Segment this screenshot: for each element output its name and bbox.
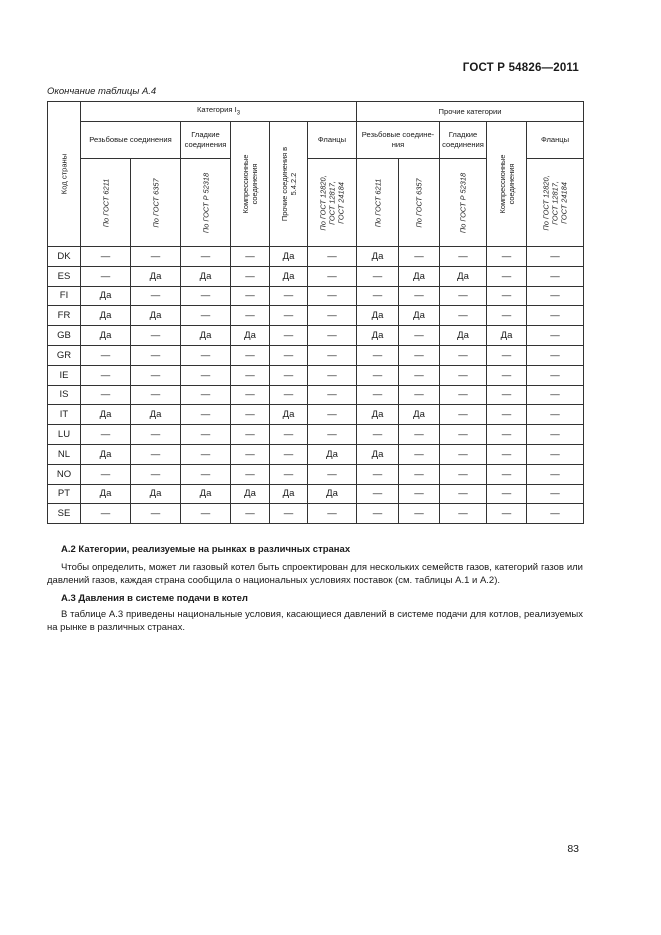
table-cell: — <box>440 425 487 445</box>
table-cell: Да <box>81 306 131 326</box>
table-cell: Да <box>131 306 181 326</box>
gost-6357-header: По ГОСТ 6357 <box>131 159 181 247</box>
table-cell: — <box>308 286 357 306</box>
table-cell: Да <box>357 306 399 326</box>
table-cell: — <box>131 385 181 405</box>
table-cell: — <box>527 365 584 385</box>
gost-r-52318-header: По ГОСТ Р 52318 <box>181 159 231 247</box>
table-cell: — <box>270 464 308 484</box>
table-cell: — <box>487 385 527 405</box>
table-cell: — <box>487 286 527 306</box>
table-cell: — <box>231 464 270 484</box>
table-cell: Да <box>270 247 308 267</box>
table-cell: — <box>308 385 357 405</box>
table-cell: — <box>181 464 231 484</box>
table-row <box>48 405 584 425</box>
table-cell: — <box>231 405 270 425</box>
country-code-cell: NL <box>48 444 81 464</box>
table-cell: — <box>81 425 131 445</box>
table-cell: — <box>270 425 308 445</box>
table-cell: — <box>487 464 527 484</box>
country-code-cell: NO <box>48 464 81 484</box>
table-cell: — <box>131 247 181 267</box>
threaded-header: Резьбовые соединения <box>81 122 181 159</box>
table-cell: — <box>487 425 527 445</box>
table-cell: Да <box>308 484 357 504</box>
table-cell: — <box>399 425 440 445</box>
country-code-cell: IE <box>48 365 81 385</box>
table-cell: — <box>270 306 308 326</box>
table-cell: — <box>440 385 487 405</box>
table-cell: — <box>399 385 440 405</box>
table-cell: — <box>81 247 131 267</box>
table-cell: — <box>181 385 231 405</box>
flanges-header: Фланцы <box>308 122 357 159</box>
table-cell: — <box>527 345 584 365</box>
table-cell: Да <box>81 484 131 504</box>
table-cell: — <box>357 345 399 365</box>
table-cell: Да <box>131 484 181 504</box>
table-cell: — <box>181 405 231 425</box>
table-cell: — <box>308 464 357 484</box>
table-cell: — <box>181 504 231 524</box>
table-cell: — <box>487 484 527 504</box>
table-cell: — <box>399 464 440 484</box>
section-a3-text: В таблице А.3 приведены национальные условия, касающиеся давлений в системе подачи для котлов, реализуемых на рынке в различных странах. <box>47 609 583 633</box>
table-cell: — <box>181 306 231 326</box>
table-cell: Да <box>181 484 231 504</box>
table-cell: — <box>308 405 357 425</box>
table-cell: — <box>81 464 131 484</box>
table-cell: — <box>357 266 399 286</box>
table-caption: Окончание таблицы А.4 <box>47 86 157 97</box>
table-cell: — <box>308 345 357 365</box>
table-cell: — <box>487 405 527 425</box>
table-cell: — <box>527 306 584 326</box>
table-cell: — <box>131 444 181 464</box>
table-cell: — <box>487 365 527 385</box>
table-cell: — <box>81 365 131 385</box>
table-cell: — <box>81 266 131 286</box>
table-cell: Да <box>270 405 308 425</box>
table-cell: — <box>231 444 270 464</box>
table-cell: Да <box>440 266 487 286</box>
table-cell: — <box>231 365 270 385</box>
country-code-cell: PT <box>48 484 81 504</box>
document-code: ГОСТ Р 54826—2011 <box>462 62 579 74</box>
table-cell: — <box>487 306 527 326</box>
table-cell: Да <box>357 326 399 346</box>
section-a2-text: Чтобы определить, может ли газовый котел быть спроектирован для нескольких семейств газов, категорий газов или давлений газов, каждая страна сообщила о национальных условиях поставок (см. таблицы А.1 и А.2). <box>47 562 583 586</box>
flange-standards-header: По ГОСТ 12820, ГОСТ 12817, ГОСТ 24184 <box>308 159 357 247</box>
table-row <box>48 326 584 346</box>
table-cell: — <box>527 385 584 405</box>
table-cell: — <box>231 425 270 445</box>
gost-r-52318-header-2: По ГОСТ Р 52318 <box>440 159 487 247</box>
table-cell: — <box>181 247 231 267</box>
table-cell: — <box>270 286 308 306</box>
table-cell: — <box>231 266 270 286</box>
table-cell: — <box>131 504 181 524</box>
smooth-header-2: Гладкие соединения <box>440 122 487 159</box>
table-row <box>48 365 584 385</box>
table-cell: — <box>308 306 357 326</box>
table-cell: Да <box>81 286 131 306</box>
table-cell: — <box>270 385 308 405</box>
country-code-cell: IT <box>48 405 81 425</box>
table-cell: Да <box>81 444 131 464</box>
table-row <box>48 484 584 504</box>
table-cell: — <box>81 504 131 524</box>
table-cell: Да <box>399 266 440 286</box>
table-cell: — <box>308 266 357 286</box>
table-cell: — <box>440 345 487 365</box>
table-cell: — <box>399 365 440 385</box>
flange-standards-header-2: По ГОСТ 12820, ГОСТ 12817, ГОСТ 24184 <box>527 159 584 247</box>
table-cell: — <box>131 425 181 445</box>
country-code-cell: SE <box>48 504 81 524</box>
page-number: 83 <box>567 843 579 855</box>
table-cell: — <box>357 464 399 484</box>
table-cell: — <box>527 504 584 524</box>
table-cell: — <box>181 345 231 365</box>
table-cell: — <box>440 504 487 524</box>
table-cell: — <box>231 504 270 524</box>
country-code-cell: IS <box>48 385 81 405</box>
section-a2-title: А.2 Категории, реализуемые на рынках в различных странах <box>61 544 351 555</box>
table-cell: — <box>399 444 440 464</box>
table-cell: — <box>181 444 231 464</box>
table-cell: Да <box>231 484 270 504</box>
table-cell: — <box>399 247 440 267</box>
gost-6211-header: По ГОСТ 6211 <box>81 159 131 247</box>
table-row <box>48 266 584 286</box>
table-cell: — <box>231 345 270 365</box>
country-code-cell: GB <box>48 326 81 346</box>
section-a3-title: А.3 Давления в системе подачи в котел <box>61 593 248 604</box>
country-code-cell: FR <box>48 306 81 326</box>
table-cell: — <box>527 425 584 445</box>
table-row <box>48 345 584 365</box>
table-cell: — <box>308 247 357 267</box>
table-cell: Да <box>487 326 527 346</box>
table-cell: Да <box>399 405 440 425</box>
table-cell: Да <box>399 306 440 326</box>
table-cell: — <box>181 425 231 445</box>
table-cell: — <box>357 365 399 385</box>
table-cell: — <box>357 286 399 306</box>
table-cell: — <box>270 345 308 365</box>
flanges-header-2: Фланцы <box>527 122 584 159</box>
country-code-cell: FI <box>48 286 81 306</box>
gost-6211-header-2: По ГОСТ 6211 <box>357 159 399 247</box>
table-cell: — <box>399 326 440 346</box>
table-cell: Да <box>440 326 487 346</box>
table-cell: — <box>440 444 487 464</box>
table-cell: — <box>440 306 487 326</box>
table-cell: Да <box>308 444 357 464</box>
country-code-header: Код страны <box>48 102 81 247</box>
table-cell: — <box>270 504 308 524</box>
table-cell: Да <box>231 326 270 346</box>
table-cell: Да <box>357 405 399 425</box>
table-cell: — <box>487 345 527 365</box>
table-cell: Да <box>270 266 308 286</box>
table-cell: — <box>527 444 584 464</box>
table-row <box>48 444 584 464</box>
country-code-cell: ES <box>48 266 81 286</box>
gost-6357-header-2: По ГОСТ 6357 <box>399 159 440 247</box>
table-cell: — <box>527 326 584 346</box>
table-cell: Да <box>357 444 399 464</box>
compression-header-2: Компрессионные соединения <box>487 122 527 247</box>
table-cell: — <box>440 405 487 425</box>
table-row <box>48 464 584 484</box>
table-cell: — <box>357 425 399 445</box>
table-cell: — <box>527 484 584 504</box>
table-cell: — <box>487 247 527 267</box>
table-cell: — <box>440 247 487 267</box>
table-cell: — <box>231 306 270 326</box>
gas-connections-table <box>47 101 584 524</box>
table-cell: Да <box>131 266 181 286</box>
table-row <box>48 286 584 306</box>
table-cell: — <box>399 484 440 504</box>
table-cell: Да <box>181 326 231 346</box>
table-cell: — <box>487 266 527 286</box>
table-cell: — <box>440 464 487 484</box>
table-cell: — <box>81 385 131 405</box>
table-cell: — <box>270 365 308 385</box>
table-cell: — <box>308 504 357 524</box>
table-cell: — <box>308 365 357 385</box>
table-cell: — <box>131 464 181 484</box>
table-row <box>48 306 584 326</box>
other-categories-header: Прочие категории <box>357 102 584 122</box>
table-cell: — <box>527 286 584 306</box>
table-cell: — <box>308 425 357 445</box>
table-cell: — <box>131 365 181 385</box>
category-i3-header: Категория $I_3$ <box>81 102 357 122</box>
table-cell: Да <box>181 266 231 286</box>
table-cell: Да <box>131 405 181 425</box>
table-cell: — <box>527 405 584 425</box>
table-row <box>48 247 584 267</box>
table-cell: — <box>131 345 181 365</box>
table-cell: — <box>81 345 131 365</box>
table-cell: — <box>231 247 270 267</box>
table-cell: — <box>527 266 584 286</box>
table-cell: — <box>399 504 440 524</box>
country-code-cell: GR <box>48 345 81 365</box>
table-cell: Да <box>357 247 399 267</box>
table-cell: — <box>131 326 181 346</box>
compression-header: Компрессионные соединения <box>231 122 270 247</box>
table-cell: — <box>270 444 308 464</box>
table-cell: — <box>440 365 487 385</box>
table-row <box>48 504 584 524</box>
table-cell: — <box>487 504 527 524</box>
country-code-cell: LU <box>48 425 81 445</box>
table-cell: — <box>270 326 308 346</box>
table-cell: — <box>399 286 440 306</box>
table-cell: — <box>357 504 399 524</box>
table-cell: — <box>440 286 487 306</box>
table-cell: — <box>231 286 270 306</box>
other-connections-header: Прочие соединения в 5.4.2.2 <box>270 122 308 247</box>
table-cell: — <box>487 444 527 464</box>
table-cell: — <box>527 247 584 267</box>
table-cell: — <box>527 464 584 484</box>
table-cell: — <box>357 385 399 405</box>
table-cell: — <box>181 365 231 385</box>
table-row <box>48 385 584 405</box>
table-cell: — <box>308 326 357 346</box>
threaded-header-2: Резьбовые соединения <box>357 122 440 159</box>
table-cell: — <box>440 484 487 504</box>
table-row <box>48 425 584 445</box>
table-cell: — <box>357 484 399 504</box>
table-cell: Да <box>81 405 131 425</box>
table-cell: — <box>231 385 270 405</box>
country-code-cell: DK <box>48 247 81 267</box>
table-cell: Да <box>81 326 131 346</box>
table-cell: — <box>131 286 181 306</box>
table-cell: — <box>399 345 440 365</box>
table-cell: — <box>181 286 231 306</box>
smooth-header: Гладкие соединения <box>181 122 231 159</box>
table-cell: Да <box>270 484 308 504</box>
